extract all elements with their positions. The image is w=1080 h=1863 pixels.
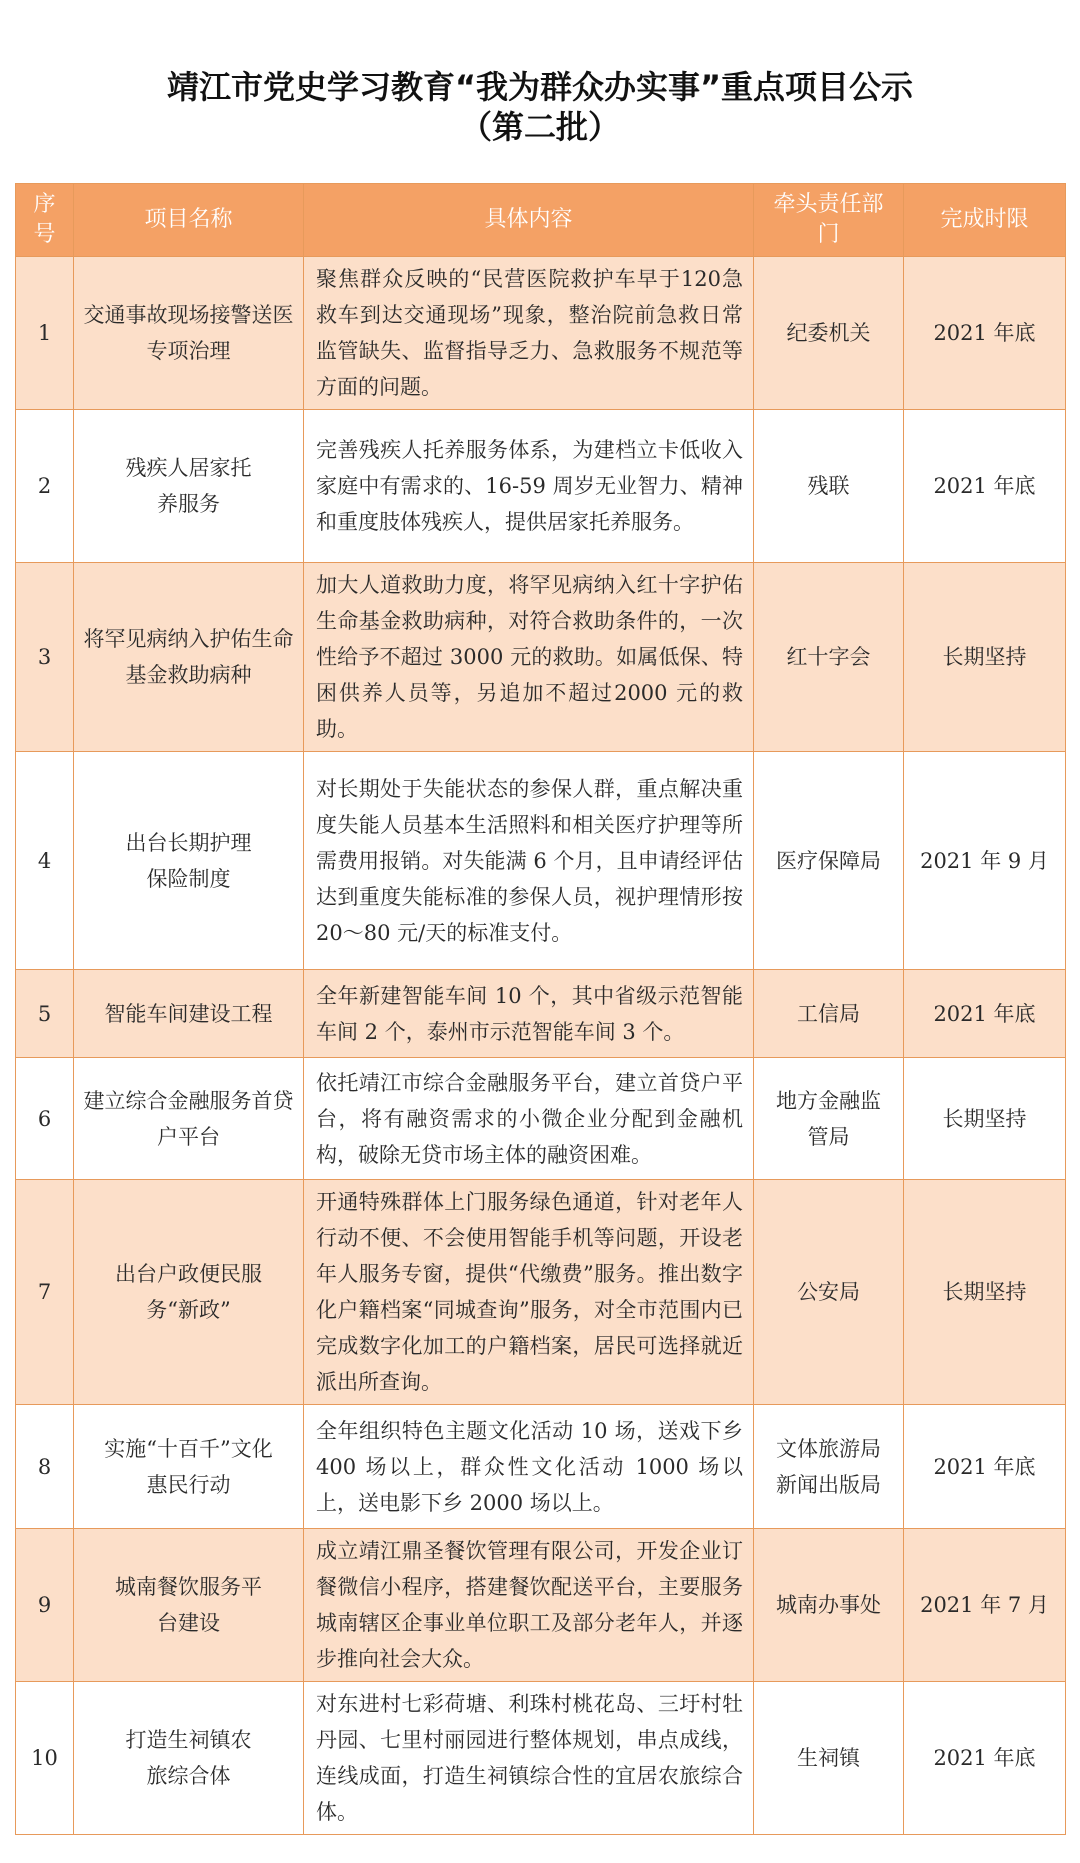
row-deadline: 长期坚持 (904, 563, 1066, 752)
row-name: 智能车间建设工程 (74, 970, 304, 1058)
row-name: 将罕见病纳入护佑生命基金救助病种 (74, 563, 304, 752)
row-deadline: 2021 年 7 月 (904, 1529, 1066, 1682)
table-header-row (16, 184, 1066, 257)
row-content: 开通特殊群体上门服务绿色通道，针对老年人行动不便、不会使用智能手机等问题，开设老年人服务专窗，提供“代缴费”服务。推出数字化户籍档案“同城查询”服务，对全市范围内已完成数字化加工的户籍档案，居民可选择就近派出所查询。 (304, 1180, 754, 1405)
row-dept: 城南办事处 (754, 1529, 904, 1682)
row-no: 10 (16, 1682, 74, 1835)
table-row (16, 1058, 1066, 1180)
row-name: 出台户政便民服务“新政” (74, 1180, 304, 1405)
row-dept: 文体旅游局新闻出版局 (754, 1405, 904, 1529)
row-no: 3 (16, 563, 74, 752)
table-row (16, 1405, 1066, 1529)
row-content: 完善残疾人托养服务体系，为建档立卡低收入家庭中有需求的、16-59 周岁无业智力、精神和重度肢体残疾人，提供居家托养服务。 (304, 410, 754, 563)
row-no: 4 (16, 752, 74, 970)
header-deadline: 完成时限 (904, 184, 1066, 257)
row-no: 2 (16, 410, 74, 563)
row-name: 建立综合金融服务首贷户平台 (74, 1058, 304, 1180)
row-content: 全年组织特色主题文化活动 10 场，送戏下乡 400 场以上，群众性文化活动 1000 场以上，送电影下乡 2000 场以上。 (304, 1405, 754, 1529)
page-title: 靖江市党史学习教育“我为群众办实事”重点项目公示 (166, 68, 914, 106)
table-row (16, 1529, 1066, 1682)
row-no: 9 (16, 1529, 74, 1682)
row-no: 8 (16, 1405, 74, 1529)
row-content: 成立靖江鼎圣餐饮管理有限公司，开发企业订餐微信小程序，搭建餐饮配送平台，主要服务城南辖区企事业单位职工及部分老年人，并逐步推向社会大众。 (304, 1529, 754, 1682)
row-no: 5 (16, 970, 74, 1058)
row-no: 6 (16, 1058, 74, 1180)
table-row (16, 563, 1066, 752)
projects-table (15, 183, 1066, 1835)
row-dept: 纪委机关 (754, 257, 904, 410)
header-dept: 牵头责任部门 (754, 184, 904, 257)
row-content: 全年新建智能车间 10 个，其中省级示范智能车间 2 个，泰州市示范智能车间 3 个。 (304, 970, 754, 1058)
row-name: 出台长期护理保险制度 (74, 752, 304, 970)
table-row (16, 1180, 1066, 1405)
row-no: 1 (16, 257, 74, 410)
row-content: 加大人道救助力度，将罕见病纳入红十字护佑生命基金救助病种，对符合救助条件的，一次性给予不超过 3000 元的救助。如属低保、特困供养人员等，另追加不超过2000 元的救助。 (304, 563, 754, 752)
table-row (16, 970, 1066, 1058)
row-name: 打造生祠镇农旅综合体 (74, 1682, 304, 1835)
row-deadline: 2021 年底 (904, 1405, 1066, 1529)
table-row (16, 257, 1066, 410)
row-dept: 残联 (754, 410, 904, 563)
page-subtitle: （第二批） (459, 108, 620, 146)
row-dept: 公安局 (754, 1180, 904, 1405)
row-name: 实施“十百千”文化惠民行动 (74, 1405, 304, 1529)
row-dept: 工信局 (754, 970, 904, 1058)
table-row (16, 410, 1066, 563)
header-content: 具体内容 (304, 184, 754, 257)
row-dept: 地方金融监管局 (754, 1058, 904, 1180)
row-deadline: 2021 年底 (904, 410, 1066, 563)
row-content: 对长期处于失能状态的参保人群，重点解决重度失能人员基本生活照料和相关医疗护理等所需费用报销。对失能满 6 个月，且申请经评估达到重度失能标准的参保人员，视护理情形按 20～80 元/天的标准支付。 (304, 752, 754, 970)
row-dept: 医疗保障局 (754, 752, 904, 970)
row-deadline: 2021 年底 (904, 1682, 1066, 1835)
row-content: 依托靖江市综合金融服务平台，建立首贷户平台，将有融资需求的小微企业分配到金融机构，破除无贷市场主体的融资困难。 (304, 1058, 754, 1180)
row-dept: 生祠镇 (754, 1682, 904, 1835)
row-no: 7 (16, 1180, 74, 1405)
row-deadline: 2021 年底 (904, 970, 1066, 1058)
row-content: 聚焦群众反映的“民营医院救护车早于120急救车到达交通现场”现象，整治院前急救日常监管缺失、监督指导乏力、急救服务不规范等方面的问题。 (304, 257, 754, 410)
row-name: 城南餐饮服务平台建设 (74, 1529, 304, 1682)
row-deadline: 2021 年底 (904, 257, 1066, 410)
table-row (16, 752, 1066, 970)
row-content: 对东进村七彩荷塘、利珠村桃花岛、三圩村牡丹园、七里村丽园进行整体规划，串点成线，连线成面，打造生祠镇综合性的宜居农旅综合体。 (304, 1682, 754, 1835)
row-deadline: 长期坚持 (904, 1058, 1066, 1180)
header-name: 项目名称 (74, 184, 304, 257)
row-name: 交通事故现场接警送医专项治理 (74, 257, 304, 410)
table-row (16, 1682, 1066, 1835)
header-no: 序号 (16, 184, 74, 257)
row-name: 残疾人居家托养服务 (74, 410, 304, 563)
row-dept: 红十字会 (754, 563, 904, 752)
row-deadline: 长期坚持 (904, 1180, 1066, 1405)
row-deadline: 2021 年 9 月 (904, 752, 1066, 970)
